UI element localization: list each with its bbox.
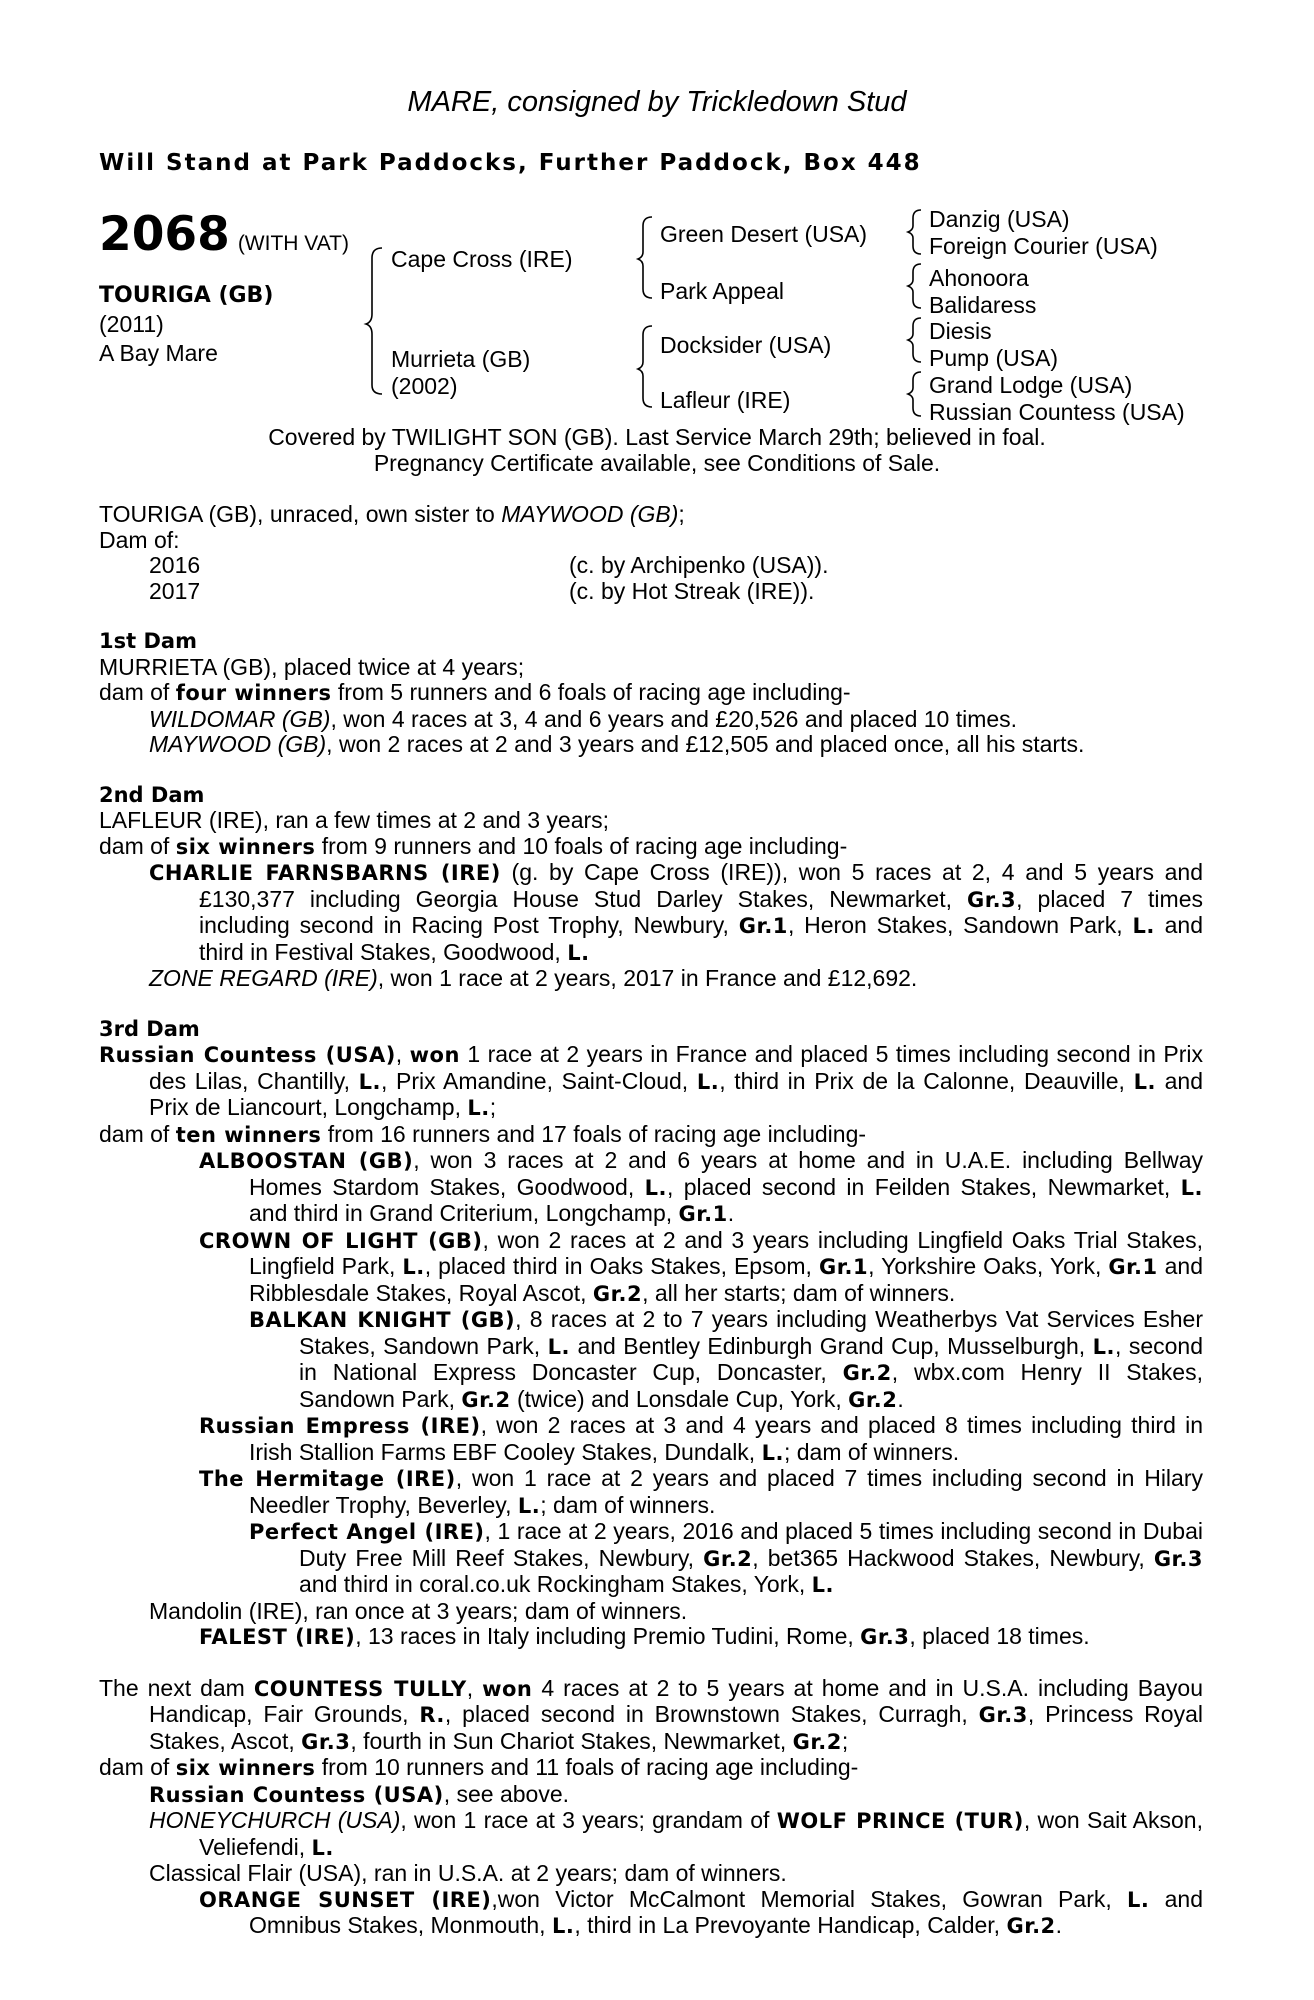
- winners-count: six winners: [175, 834, 316, 859]
- grandchild-name: WOLF PRINCE (TUR): [776, 1809, 1024, 1833]
- produce-row: [99, 579, 1203, 605]
- text: , Prix Amandine, Saint-Cloud,: [380, 1067, 697, 1094]
- second-dam-winner: [99, 860, 1203, 966]
- produce-desc: (c. by Hot Streak (IRE)).: [569, 577, 815, 604]
- text: from 10 runners and 11 foals of racing age including-: [315, 1754, 859, 1780]
- text: and third in coral.co.uk Rockingham Stakes, York,: [299, 1571, 812, 1597]
- next-dam-winner: [99, 1782, 1203, 1809]
- race-grade: Gr.2: [592, 1281, 643, 1306]
- first-dam-winners: [99, 680, 1203, 707]
- second-dam-winners: [99, 834, 1203, 861]
- text: and third in Festival Stakes, Goodwood,: [199, 912, 1204, 965]
- text: and Bentley Edinburgh Grand Cup, Musselburgh,: [570, 1332, 1093, 1359]
- text: dam of: [99, 832, 176, 859]
- lot-number: 2068: [99, 207, 230, 262]
- brace-gen2-dam: [638, 326, 652, 407]
- pedigree-sdd: Balidaress: [929, 292, 1037, 318]
- pedigree-dam: Murrieta (GB): [391, 346, 531, 372]
- text: , won 1 race at 2 years, 2017 in France and £12,692.: [377, 965, 918, 991]
- pedigree-sire-sire: Green Desert (USA): [660, 221, 868, 247]
- race-grade: Gr.3: [860, 1625, 910, 1649]
- race-grade: Gr.2: [792, 1729, 842, 1754]
- race-grade: Gr.1: [1108, 1255, 1158, 1279]
- winner-name: ORANGE SUNSET (IRE): [199, 1887, 492, 1912]
- winner-name: HONEYCHURCH (USA): [149, 1807, 401, 1833]
- race-grade: L.: [467, 1096, 490, 1120]
- text: ,: [395, 1041, 410, 1067]
- third-dam-winner: [99, 1413, 1203, 1466]
- third-dam-winner: [99, 1148, 1203, 1228]
- race-grade: Gr.2: [848, 1387, 898, 1412]
- text: and Ribblesdale Stakes, Royal Ascot,: [249, 1253, 1204, 1306]
- third-dam-winners: [99, 1122, 1203, 1149]
- text: , third in Prix de la Calonne, Deauville,: [719, 1067, 1134, 1094]
- race-grade: Gr.1: [818, 1255, 869, 1279]
- text: , won 1 race at 3 years; grandam of: [400, 1807, 777, 1833]
- text: , second in National Express Doncaster Cup, Doncaster,: [299, 1332, 1204, 1385]
- winner-name: ZONE REGARD (IRE): [149, 965, 378, 991]
- race-grade: Gr.3: [966, 887, 1017, 912]
- brace-gen3-3: [908, 318, 921, 362]
- race-grade: L.: [517, 1493, 541, 1518]
- first-dam-winner: [99, 707, 1203, 733]
- produce-row: [99, 553, 1203, 579]
- race-grade: L.: [402, 1255, 425, 1279]
- vat-note: (WITH VAT): [237, 232, 350, 255]
- pedigree-dsd: Pump (USA): [929, 345, 1059, 371]
- text: The next dam: [99, 1674, 254, 1701]
- third-dam-winner: [99, 1466, 1203, 1519]
- pedigree-ddd: Russian Countess (USA): [929, 399, 1185, 425]
- text: from 5 runners and 6 foals of racing age including-: [331, 679, 851, 705]
- first-dam-line: MURRIETA (GB), placed twice at 4 years;: [99, 653, 525, 680]
- winner-name: CHARLIE FARNSBARNS (IRE): [149, 861, 501, 885]
- text: 4 races at 2 to 5 years at home and in U.S.A. including Bayou Handicap, Fair Grounds,: [149, 1674, 1203, 1727]
- text: dam of: [99, 1120, 176, 1147]
- race-grade: L.: [567, 940, 590, 965]
- next-dam-winner: [99, 1808, 1203, 1861]
- text: , won 3 races at 2 and 6 years at home and in U.A.E. including Bellway Homes Stardom Stakes, Goodwood,: [249, 1147, 1203, 1200]
- race-grade: Gr.3: [301, 1729, 351, 1754]
- next-dam-grandchild: [99, 1887, 1203, 1940]
- text: , 8 races at 2 to 7 years including Weatherbys Vat Services Esher Stakes, Sandown Park,: [299, 1306, 1203, 1359]
- race-grade: L.: [1133, 1069, 1156, 1094]
- race-grade: L.: [1092, 1334, 1115, 1359]
- second-dam-line: LAFLEUR (IRE), ran a few times at 2 and 3 years;: [99, 807, 610, 833]
- text: , Princess Royal Stakes, Ascot,: [149, 1701, 1203, 1754]
- text: , won 2 races at 2 and 3 years and £12,505 and placed once, all his starts.: [326, 731, 1085, 757]
- first-dam-winner: [99, 732, 1203, 758]
- third-dam-grandchild: [99, 1307, 1203, 1413]
- brace-gen3-4: [908, 372, 921, 416]
- next-dam-daughter: Classical Flair (USA), ran in U.S.A. at 2 years; dam of winners.: [149, 1860, 787, 1886]
- consignor-line: MARE, consigned by Trickledown Stud: [407, 86, 907, 118]
- produce-intro-end: ;: [678, 501, 685, 527]
- race-grade: Gr.2: [842, 1361, 892, 1385]
- winner-name: ALBOOSTAN (GB): [199, 1149, 414, 1173]
- pedigree-sire-dam: Park Appeal: [660, 278, 785, 304]
- pedigree-dam-year: (2002): [391, 373, 458, 399]
- race-grade: R.: [419, 1703, 445, 1727]
- text: , see above.: [443, 1780, 570, 1807]
- first-dam-heading: 1st Dam: [99, 629, 197, 653]
- winner-name: FALEST (IRE): [199, 1625, 356, 1649]
- pedigree-dam-sire: Docksider (USA): [660, 332, 832, 358]
- race-grade: L.: [311, 1835, 334, 1860]
- text: .: [727, 1200, 735, 1226]
- winners-count: four winners: [175, 681, 332, 705]
- race-grade: L.: [547, 1334, 570, 1359]
- dam-name: Russian Countess (USA): [99, 1043, 396, 1067]
- race-grade: Gr.2: [703, 1546, 753, 1571]
- text: , placed second in Feilden Stakes, Newmarket,: [666, 1173, 1181, 1200]
- text: (twice) and Lonsdale Cup, York,: [510, 1385, 849, 1412]
- race-grade: L.: [551, 1914, 575, 1938]
- race-grade: Gr.2: [461, 1387, 511, 1412]
- text: .: [897, 1385, 904, 1412]
- second-dam-winner: [99, 966, 1203, 992]
- brace-gen1: [366, 248, 382, 394]
- text: from 9 runners and 10 foals of racing age including-: [315, 832, 848, 859]
- text: from 16 runners and 17 foals of racing age including-: [321, 1120, 867, 1147]
- text: and third in Grand Criterium, Longchamp,: [249, 1200, 679, 1226]
- text: , fourth in Sun Chariot Stakes, Newmarket,: [350, 1727, 793, 1754]
- brace-gen3-1: [908, 210, 921, 254]
- text: ;: [489, 1094, 497, 1120]
- next-dam-winners: [99, 1755, 1203, 1782]
- pregnancy-line: Pregnancy Certificate available, see Conditions of Sale.: [373, 450, 941, 476]
- produce-dam-of: Dam of:: [99, 526, 180, 553]
- text: , placed 7 times including second in Racing Post Trophy, Newbury,: [199, 885, 1203, 938]
- text: ; dam of winners.: [783, 1438, 960, 1465]
- text: and Omnibus Stakes, Monmouth,: [249, 1885, 1204, 1938]
- winners-count: ten winners: [175, 1122, 322, 1147]
- text: , all her starts; dam of winners.: [642, 1279, 956, 1306]
- winner-name: MAYWOOD (GB): [149, 731, 327, 757]
- text: ,won Victor McCalmont Memorial Stakes, Gowran Park,: [491, 1885, 1128, 1912]
- winner-name: Russian Empress (IRE): [199, 1414, 481, 1438]
- produce-desc: (c. by Archipenko (USA)).: [569, 552, 829, 578]
- race-grade: L.: [1180, 1175, 1203, 1200]
- pedigree-sss: Danzig (USA): [929, 206, 1070, 232]
- pedigree-dss: Diesis: [929, 318, 992, 344]
- third-dam-line: [99, 1042, 1203, 1122]
- race-grade: Gr.3: [1153, 1546, 1204, 1571]
- race-grade: L.: [761, 1440, 784, 1465]
- text: , third in La Prevoyante Handicap, Calder,: [574, 1912, 1007, 1938]
- text: , won Sait Akson, Veliefendi,: [199, 1807, 1203, 1860]
- brace-gen2-sire: [638, 217, 652, 298]
- pedigree-sire: Cape Cross (IRE): [391, 246, 573, 272]
- text: , won 2 races at 2 and 3 years including Lingfield Oaks Trial Stakes, Lingfield Park,: [249, 1226, 1204, 1279]
- text: dam of: [99, 679, 176, 705]
- text: ,: [466, 1674, 483, 1701]
- text: dam of: [99, 1754, 176, 1780]
- winner-name: The Hermitage (IRE): [199, 1467, 456, 1491]
- second-dam-heading: 2nd Dam: [99, 782, 205, 807]
- pedigree-ssd: Foreign Courier (USA): [929, 233, 1158, 259]
- race-grade: Gr.1: [678, 1202, 728, 1226]
- winner-name: CROWN OF LIGHT (GB): [199, 1228, 483, 1253]
- winner-name: Perfect Angel (IRE): [249, 1520, 485, 1544]
- race-grade: L.: [1127, 1887, 1150, 1912]
- text: , placed third in Oaks Stakes, Epsom,: [424, 1253, 819, 1279]
- next-dam-line: [99, 1676, 1203, 1756]
- covered-line: Covered by TWILIGHT SON (GB). Last Service March 29th; believed in foal.: [268, 424, 1046, 450]
- winners-count: six winners: [175, 1756, 316, 1780]
- third-dam-winner: [99, 1228, 1203, 1308]
- pedigree-dds: Grand Lodge (USA): [929, 372, 1133, 398]
- race-grade: Gr.2: [1006, 1914, 1056, 1938]
- text: ;: [841, 1727, 849, 1754]
- race-grade: L.: [1132, 914, 1155, 938]
- text: , placed second in Brownstown Stakes, Curragh,: [444, 1701, 979, 1727]
- stable-location: Will Stand at Park Paddocks, Further Paddock, Box 448: [99, 150, 922, 176]
- winner-name: BALKAN KNIGHT (GB): [249, 1308, 516, 1332]
- horse-year: (2011): [99, 311, 164, 337]
- produce-year: 2016: [149, 552, 201, 578]
- text: , bet365 Hackwood Stakes, Newbury,: [752, 1544, 1154, 1571]
- text: ; dam of winners.: [540, 1491, 716, 1518]
- text: , placed 18 times.: [909, 1623, 1090, 1649]
- text: , won 1 race at 2 years and placed 7 times including second in Hilary Needler Trophy, Beverley,: [249, 1465, 1203, 1518]
- text: 1 race at 2 years in France and placed 5 times including second in Prix des Lilas, Chantilly,: [149, 1041, 1203, 1094]
- text: , won 2 races at 3 and 4 years and placed 8 times including third in Irish Stallion Farms EBF Cooley Stakes, Dundalk,: [249, 1412, 1203, 1465]
- text: , Yorkshire Oaks, York,: [868, 1253, 1109, 1279]
- won-label: won: [409, 1043, 460, 1067]
- race-grade: Gr.1: [738, 914, 788, 938]
- pedigree-sds: Ahonoora: [929, 265, 1029, 291]
- race-grade: L.: [696, 1069, 720, 1094]
- text: , 13 races in Italy including Premio Tudini, Rome,: [355, 1623, 861, 1649]
- dam-name: COUNTESS TULLY: [253, 1676, 467, 1701]
- horse-name: TOURIGA (GB): [99, 283, 274, 308]
- produce-year: 2017: [149, 577, 201, 604]
- text: (g. by Cape Cross (IRE)), won 5 races at 2, 4 and 5 years and £130,377 including Georgia House Stud Darley Stakes, Newmarket,: [199, 859, 1203, 912]
- text: , wbx.com Henry II Stakes, Sandown Park,: [299, 1359, 1203, 1412]
- catalogue-body: [99, 502, 1203, 1940]
- race-grade: L.: [644, 1175, 667, 1200]
- text: .: [1055, 1912, 1063, 1938]
- text: , Heron Stakes, Sandown Park,: [787, 912, 1133, 938]
- third-dam-grandchild: [99, 1624, 1203, 1651]
- winner-name: WILDOMAR (GB): [149, 705, 331, 732]
- race-grade: Gr.3: [978, 1703, 1028, 1727]
- third-dam-grandchild: [99, 1519, 1203, 1599]
- brace-gen3-2: [908, 264, 921, 308]
- text: and Prix de Liancourt, Longchamp,: [149, 1067, 1203, 1120]
- text: , won 4 races at 3, 4 and 6 years and £20,526 and placed 10 times.: [330, 705, 1018, 732]
- produce-sister-name: MAYWOOD (GB): [501, 501, 679, 527]
- third-dam-heading: 3rd Dam: [99, 1016, 200, 1041]
- race-grade: L.: [811, 1573, 835, 1597]
- text: , 1 race at 2 years, 2016 and placed 5 times including second in Dubai Duty Free Mill Reef Stakes, Newbury,: [299, 1518, 1203, 1571]
- race-grade: L.: [358, 1069, 381, 1094]
- pedigree-dam-dam: Lafleur (IRE): [660, 387, 791, 413]
- produce-intro: [99, 502, 1203, 528]
- winner-name: Russian Countess (USA): [149, 1782, 444, 1807]
- third-dam-daughter: Mandolin (IRE), ran once at 3 years; dam of winners.: [149, 1597, 688, 1624]
- won-label: won: [482, 1676, 533, 1701]
- horse-description: A Bay Mare: [99, 340, 218, 366]
- produce-intro-text: TOURIGA (GB), unraced, own sister to: [99, 501, 502, 527]
- covered-note: [0, 424, 1314, 476]
